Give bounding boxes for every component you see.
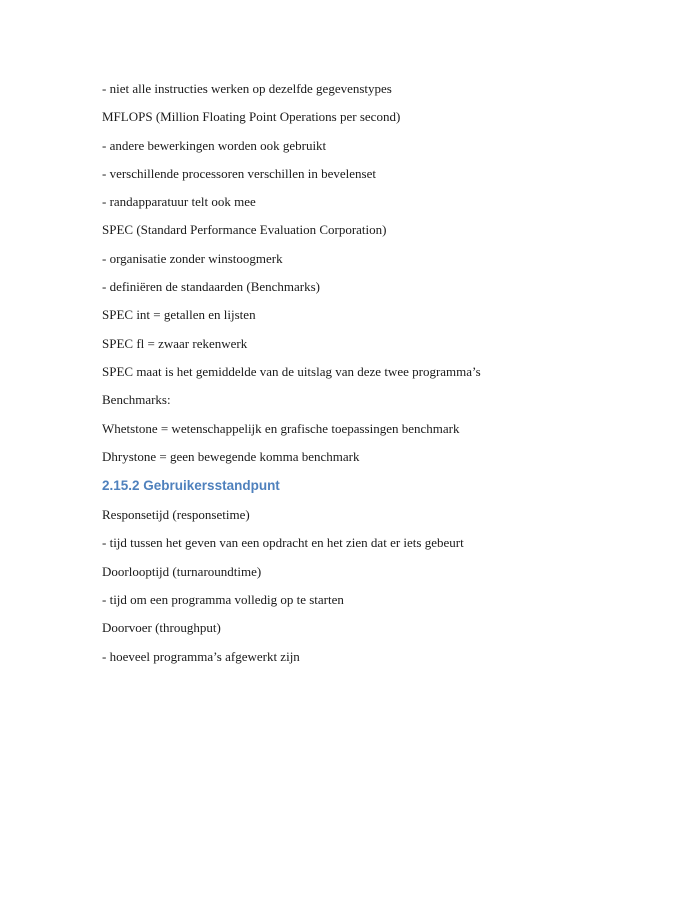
text-line: Dhrystone = geen bewegende komma benchmark <box>102 448 360 464</box>
text-line: SPEC fl = zwaar rekenwerk <box>102 335 248 351</box>
text-line: - hoeveel programma’s afgewerkt zijn <box>102 648 300 664</box>
text-line: - andere bewerkingen worden ook gebruikt <box>102 137 327 153</box>
text-line: Whetstone = wetenschappelijk en grafische toepassingen benchmark <box>102 420 460 436</box>
text-line: Benchmarks: <box>102 392 171 408</box>
text-line: - definiëren de standaarden (Benchmarks) <box>102 279 321 295</box>
page-content <box>102 80 622 676</box>
text-line: - tijd tussen het geven van een opdracht en het zien dat er iets gebeurt <box>102 535 464 551</box>
text-line: Responsetijd (responsetime) <box>102 507 250 523</box>
text-line: SPEC maat is het gemiddelde van de uitslag van deze twee programma’s <box>102 363 481 379</box>
section-heading: 2.15.2 Gebruikersstandpunt <box>102 478 280 494</box>
text-line: SPEC (Standard Performance Evaluation Corporation) <box>102 222 387 238</box>
text-line: - organisatie zonder winstoogmerk <box>102 250 283 266</box>
text-line: Doorvoer (throughput) <box>102 620 221 636</box>
text-line: - tijd om een programma volledig op te starten <box>102 592 344 608</box>
text-line: - niet alle instructies werken op dezelfde gegevenstypes <box>102 81 392 96</box>
text-line: Doorlooptijd (turnaroundtime) <box>102 563 262 579</box>
text-line: MFLOPS (Million Floating Point Operations per second) <box>102 109 401 125</box>
text-line: - verschillende processoren verschillen in bevelenset <box>102 165 376 181</box>
text-line: - randapparatuur telt ook mee <box>102 194 256 210</box>
text-line: SPEC int = getallen en lijsten <box>102 307 256 323</box>
